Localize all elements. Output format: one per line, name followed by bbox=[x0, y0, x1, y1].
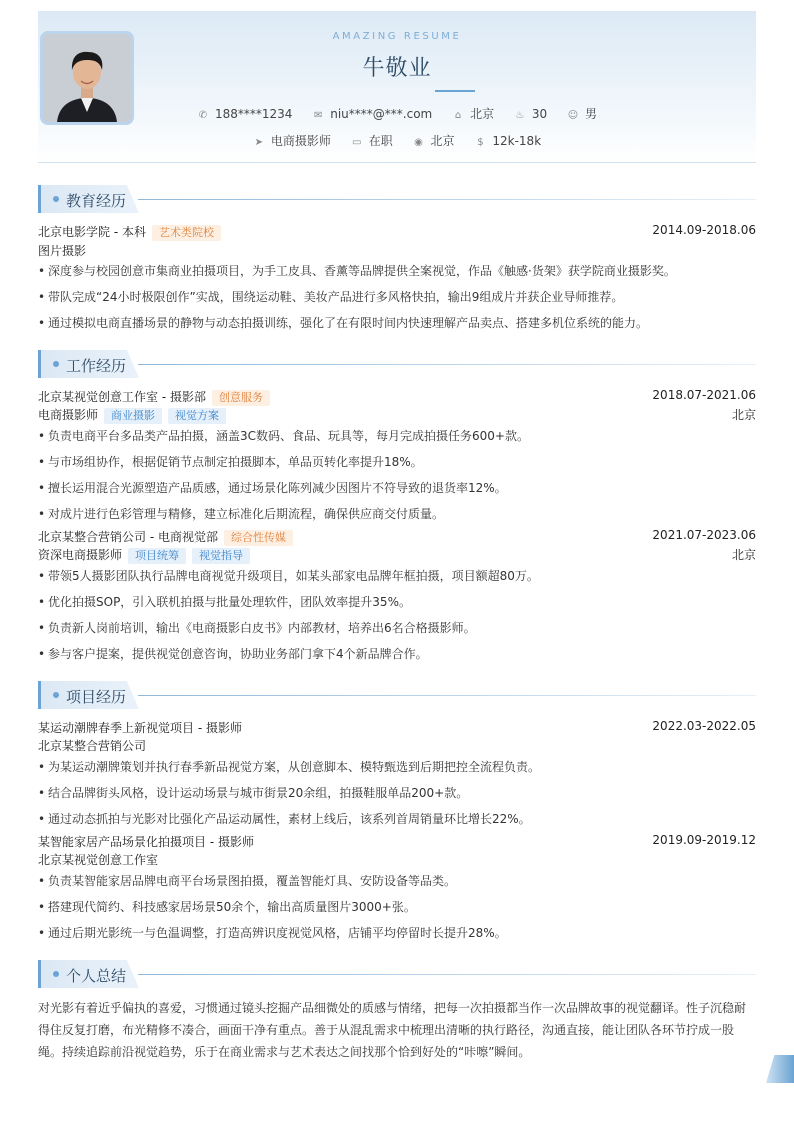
section-label: 工作经历 bbox=[66, 357, 127, 375]
role-tag: 商业摄影 bbox=[104, 408, 162, 424]
list-item: • 带领5人摄影团队执行品牌电商视觉升级项目，如某头部家电品牌年框拍摄，项目额超80万。 bbox=[38, 567, 756, 584]
corner-decoration bbox=[766, 1055, 794, 1083]
project-header bbox=[38, 719, 756, 736]
phone-info bbox=[197, 107, 292, 121]
project-title: 某智能家居产品场景化拍摄项目 - 摄影师 bbox=[38, 835, 254, 849]
project-org: 北京某整合营销公司 bbox=[38, 739, 147, 753]
status-text: 在职 bbox=[368, 134, 393, 148]
company-name: 北京某整合营销公司 - 电商视觉部 bbox=[38, 530, 218, 544]
work-city: 北京 bbox=[731, 408, 756, 422]
summary-line: 对光影有着近乎偏执的喜爱，习惯通过镜头挖掘产品细微处的质感与情绪，把每一次拍摄都当作一次品牌故事的视觉翻译。性子沉稳耐 bbox=[38, 1001, 747, 1015]
summary-line: 绳。持续追踪前沿视觉趋势，乐于在商业需求与艺术表达之间找那个恰到好处的“咔嚓”瞬间。 bbox=[38, 1045, 531, 1059]
position-info bbox=[253, 132, 331, 149]
summary-line: 得住反复打磨，布光精修不凑合，画面干净有重点。善于从混乱需求中梳理出清晰的执行路径，沟通直接，能让团队各环节拧成一股 bbox=[38, 1023, 735, 1037]
hometown-text: 北京 bbox=[470, 107, 495, 121]
job-intent-row bbox=[38, 132, 756, 149]
list-item: • 对成片进行色彩管理与精修，建立标准化后期流程，确保供应商交付质量。 bbox=[38, 505, 756, 522]
city-text: 北京 bbox=[430, 134, 455, 148]
work-header bbox=[38, 528, 756, 546]
name-underline bbox=[435, 90, 475, 92]
project-title: 某运动潮牌春季上新视觉项目 - 摄影师 bbox=[38, 721, 242, 735]
education-date: 2014.09-2018.06 bbox=[652, 223, 756, 237]
section-label: 教育经历 bbox=[66, 192, 127, 210]
work-role bbox=[38, 546, 756, 564]
salary-icon: $ bbox=[477, 136, 484, 148]
list-item: • 负责某智能家居品牌电商平台场景图拍摄，覆盖智能灯具、安防设备等品类。 bbox=[38, 872, 756, 889]
briefcase-icon: ▭ bbox=[351, 137, 362, 148]
role-title: 资深电商摄影师 bbox=[38, 548, 123, 562]
list-item: • 带队完成“24小时极限创作”实战，围绕运动鞋、美妆产品进行多风格快拍，输出9组成片并获企业导师推荐。 bbox=[38, 288, 756, 305]
projects-section-title bbox=[38, 681, 756, 711]
education-header bbox=[38, 223, 756, 241]
school-tag: 艺术类院校 bbox=[152, 225, 221, 241]
phone-text: 188****1234 bbox=[214, 106, 293, 121]
status-info bbox=[351, 132, 393, 149]
summary-text bbox=[38, 997, 756, 1063]
gender-icon: ☺ bbox=[567, 110, 579, 121]
salary-info bbox=[474, 134, 541, 148]
company-tag: 创意服务 bbox=[212, 390, 270, 406]
work-date: 2021.07-2023.06 bbox=[652, 528, 756, 542]
education-major: 图片摄影 bbox=[38, 244, 87, 258]
role-tag: 视觉方案 bbox=[168, 408, 226, 424]
salary-text: 12k-18k bbox=[492, 133, 542, 148]
work-role bbox=[38, 406, 756, 424]
email-text: niu****@***.com bbox=[330, 106, 433, 121]
summary-section-title bbox=[38, 960, 756, 990]
role-title: 电商摄影师 bbox=[38, 408, 99, 422]
list-item: • 通过动态抓拍与光影对比强化产品运动属性，素材上线后，该系列首周销量环比增长22%。 bbox=[38, 810, 756, 827]
mail-icon: ✉ bbox=[314, 109, 323, 121]
location-icon: ◉ bbox=[414, 137, 423, 148]
work-city: 北京 bbox=[731, 548, 756, 562]
project-header bbox=[38, 833, 756, 850]
list-item: • 负责新人岗前培训，输出《电商摄影白皮书》内部教材，培养出6名合格摄影师。 bbox=[38, 619, 756, 636]
send-icon: ➤ bbox=[254, 137, 264, 148]
work-header bbox=[38, 388, 756, 406]
list-item: • 擅长运用混合光源塑造产品质感，通过场景化陈列减少因图片不符导致的退货率12%。 bbox=[38, 479, 756, 496]
work-section-title bbox=[38, 350, 756, 380]
gender-info bbox=[567, 105, 597, 122]
work-date: 2018.07-2021.06 bbox=[652, 388, 756, 402]
city-info bbox=[413, 132, 455, 149]
home-icon: ⌂ bbox=[454, 110, 462, 121]
company-name: 北京某视觉创意工作室 - 摄影部 bbox=[38, 390, 206, 404]
project-org: 北京某视觉创意工作室 bbox=[38, 853, 159, 867]
list-item: • 参与客户提案，提供视觉创意咨询，协助业务部门拿下4个新品牌合作。 bbox=[38, 645, 756, 662]
list-item: • 搭建现代简约、科技感家居场景50余个，输出高质量图片3000+张。 bbox=[38, 898, 756, 915]
candidate-name: 牛敬业 bbox=[362, 56, 432, 81]
role-tag: 项目统筹 bbox=[128, 548, 186, 564]
phone-icon: ✆ bbox=[198, 109, 208, 121]
role-tag: 视觉指导 bbox=[192, 548, 250, 564]
section-label: 个人总结 bbox=[66, 967, 127, 985]
list-item: • 与市场组协作，根据促销节点制定拍摄脚本，单品页转化率提升18%。 bbox=[38, 453, 756, 470]
hometown-info bbox=[452, 105, 494, 122]
list-item: • 深度参与校园创意市集商业拍摄项目，为手工皮具、香薰等品牌提供全案视觉，作品《触感·货架》获学院商业摄影奖。 bbox=[38, 262, 756, 279]
list-item: • 负责电商平台多品类产品拍摄，涵盖3C数码、食品、玩具等，每月完成拍摄任务600+款。 bbox=[38, 427, 756, 444]
cake-icon: ♨ bbox=[515, 109, 525, 121]
project-date: 2022.03-2022.05 bbox=[652, 719, 756, 733]
resume-header bbox=[38, 11, 756, 163]
section-label: 项目经历 bbox=[66, 688, 127, 706]
position-text: 电商摄影师 bbox=[270, 134, 331, 148]
gender-text: 男 bbox=[585, 107, 598, 121]
list-item: • 优化拍摄SOP，引入联机拍摄与批量处理软件，团队效率提升35%。 bbox=[38, 593, 756, 610]
age-text: 30 bbox=[531, 106, 548, 121]
contact-row bbox=[38, 105, 756, 122]
company-tag: 综合性传媒 bbox=[224, 530, 293, 546]
project-date: 2019.09-2019.12 bbox=[652, 833, 756, 847]
email-info bbox=[312, 107, 432, 121]
school-name: 北京电影学院 - 本科 bbox=[38, 225, 146, 239]
education-section-title bbox=[38, 185, 756, 215]
age-info bbox=[514, 107, 547, 121]
resume-page bbox=[38, 11, 756, 1059]
resume-tagline: AMAZING RESUME bbox=[332, 31, 462, 42]
list-item: • 通过模拟电商直播场景的静物与动态拍摄训练，强化了在有限时间内快速理解产品卖点、搭建多机位系统的能力。 bbox=[38, 314, 756, 331]
list-item: • 为某运动潮牌策划并执行春季新品视觉方案，从创意脚本、模特甄选到后期把控全流程负责。 bbox=[38, 758, 756, 775]
list-item: • 结合品牌街头风格，设计运动场景与城市街景20余组，拍摄鞋服单品200+款。 bbox=[38, 784, 756, 801]
list-item: • 通过后期光影统一与色温调整，打造高辨识度视觉风格，店铺平均停留时长提升28%。 bbox=[38, 924, 756, 941]
